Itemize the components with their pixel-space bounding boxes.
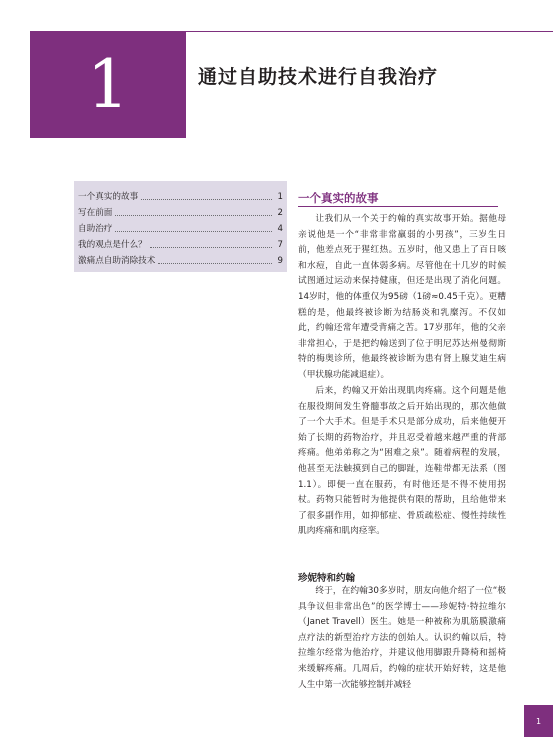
toc-item-my-viewpoint[interactable] bbox=[78, 236, 283, 250]
toc-item-page: 2 bbox=[277, 208, 283, 218]
chapter-number-box bbox=[30, 31, 186, 138]
toc-item-page: 7 bbox=[277, 240, 283, 250]
toc-item-label: 我的观点是什么？ bbox=[78, 240, 147, 250]
toc-item-page: 4 bbox=[277, 224, 283, 234]
toc-item-true-story[interactable] bbox=[78, 188, 283, 202]
toc-item-self-help-treatment[interactable] bbox=[78, 220, 283, 234]
toc-item-label: 一个真实的故事 bbox=[78, 192, 139, 202]
body-paragraph: 后来，约翰又开始出现肌肉疼痛。这个问题是他在服役期间发生脊髓事故之后开始出现的，那次他做了一个大手术。但是手术只是部分成功，后来他便开始了长期的药物治疗，并且忍受着越来越严重的背部疼痛。他弟弟称之为“困难之泉”。随着病程的发展，他甚至无法触摸到自己的脚趾，连鞋带都无法系（图1.1）。即便一直在服药，有时他还是不得不使用拐杖。药物只能暂时为他提供有限的帮助，且给他带来了很多副作用，如抑郁症、骨质疏松症、慢性持续性肌肉疼痛和肌肉痉挛。 bbox=[298, 386, 506, 537]
toc-item-page: 9 bbox=[277, 256, 283, 266]
chapter-title: 通过自助技术进行自我治疗 bbox=[198, 66, 439, 88]
toc-item-label: 自助治疗 bbox=[78, 224, 113, 234]
toc-item-label: 写在前面 bbox=[78, 208, 113, 218]
table-of-contents bbox=[74, 181, 287, 272]
chapter-number: 1 bbox=[87, 45, 129, 123]
section-heading-rule bbox=[298, 206, 498, 207]
toc-dot-leader bbox=[115, 230, 272, 232]
toc-item-trigger-point-technique[interactable] bbox=[78, 252, 283, 266]
page-number: 1 bbox=[535, 716, 542, 726]
toc-dot-leader bbox=[158, 262, 272, 264]
toc-dot-leader bbox=[141, 198, 272, 200]
toc-dot-leader bbox=[115, 214, 272, 216]
toc-item-page: 1 bbox=[277, 192, 283, 202]
section-heading: 一个真实的故事 bbox=[298, 191, 379, 205]
toc-dot-leader bbox=[150, 246, 272, 248]
subsection-heading: 珍妮特和约翰 bbox=[298, 573, 356, 584]
toc-item-preface[interactable] bbox=[78, 204, 283, 218]
toc-item-label: 激痛点自助消除技术 bbox=[78, 256, 156, 266]
body-paragraph: 终于，在约翰30多岁时，朋友向他介绍了一位“极具争议但非常出色”的医学博士——珍妮特·特拉维尔（Janet Travell）医生。她是一种被称为肌筋膜激痛点疗法的新型治疗方法的创始人。认识约翰以后，特拉维尔经常为他治疗，并建议他用脚跟升降椅和摇椅来缓解疼痛。几周后，约翰的症状开始好转，这是他人生中第一次能够控制并减轻 bbox=[298, 586, 506, 690]
page-number-box bbox=[524, 705, 553, 737]
body-paragraph: 让我们从一个关于约翰的真实故事开始。据他母亲说他是一个“非常非常羸弱的小男孩”，三岁生日前，他差点死于猩红热。五岁时，他又患上了百日咳和水痘，自此一直体弱多病。尽管他在十几岁的时候试图通过运动来保持健康，但还是出现了消化问题。14岁时，他的体重仅为95磅（1磅≈0.45千克）。更糟糕的是，他最终被诊断为结肠炎和乳糜泻。不仅如此，约翰还常年遭受背痛之苦。17岁那年，他的父亲非常担心，于是把约翰送到了位于明尼苏达州曼彻斯特的梅奥诊所，他最终被诊断为患有肾上腺艾迪生病（甲状腺功能减退症）。 bbox=[298, 214, 506, 380]
